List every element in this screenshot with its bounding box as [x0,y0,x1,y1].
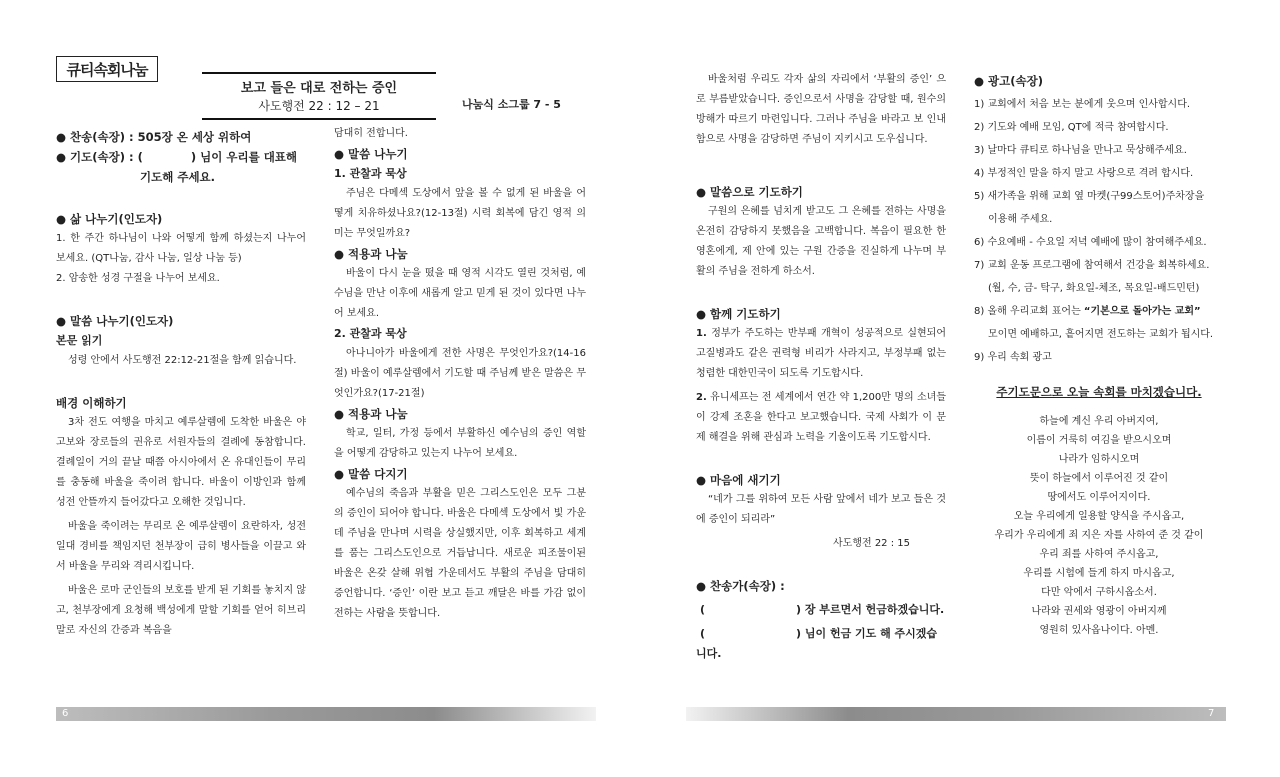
group-label: 나눔식 소그룹 7 - 5 [462,98,561,111]
item-number: 1. [696,328,707,339]
announcement-item: 2) 기도와 예배 모임, QT에 적극 참여합시다. [974,122,1169,133]
hymn-heading: ● 찬송가(속장) : [696,579,785,593]
pray-together-item-1 [696,324,946,384]
observation-paragraph-2: 아나니아가 바울에게 전한 사명은 무엇인가요?(14-16절) 바울이 예루살렘에서 기도할 때 주님께 받은 말씀은 무엇인가요?(17-21절) [334,348,586,399]
column-3 [696,70,946,664]
prayer-line: 우리 죄를 사하여 주시옵고, [1039,549,1159,560]
announcements-heading: ● 광고(속장) [974,74,1043,88]
prayer-with-word-heading: ● 말씀으로 기도하기 [696,185,803,199]
offering-line-1 [696,600,946,620]
life-sharing-heading: ● 삶 나누기(인도자) [56,212,163,226]
background-paragraph-1: 3차 전도 여행을 마치고 예루살렘에 도착한 바울은 야고보와 장로들의 권유로 서원자들의 결례에 동참합니다. 결례일이 거의 끝날 때쯤 아시아에서 온 유대인들이 무리를 충동해 바울을 죽이려 합니다. 바울이 이방인과 함께 성전 안뜰까지 들어갔다고 오해한 것입니다. [56,417,306,508]
title-box [202,72,436,120]
prayer-line: 나라와 권세와 영광이 아버지께 [1031,606,1167,617]
prayer-line: 영원히 있사옵나이다. 아멘. [1039,625,1159,636]
prayer-with-word-paragraph: 구원의 은혜를 넘치게 받고도 그 은혜를 전하는 사명을 온전히 감당하지 못했음을 고백합니다. 복음이 필요한 한 영혼에게, 제 안에 있는 구원 간증을 진실하게 나누며 부활의 주님을 전하게 하소서. [696,206,946,277]
pray-together-text-2: 유니세프는 전 세계에서 연간 약 1,200만 명의 소녀들이 강제 조혼을 한다고 보고했습니다. 국제 사회가 이 문제 해결을 위해 관심과 노력을 기울이도록 기도합시다. [696,392,946,443]
background-paragraph-2: 바울을 죽이려는 무리로 온 예루살렘이 요란하자, 성전 일대 경비를 책임지던 천부장이 급히 병사들을 이끌고 와서 바울을 무리와 격리시킵니다. [56,521,306,572]
prayer-line: 다만 악에서 구하시옵소서. [1041,587,1157,598]
pray-together-heading: ● 함께 기도하기 [696,307,781,321]
background-heading: 배경 이해하기 [56,396,127,410]
life-question-2: 2. 암송한 성경 구절을 나누어 보세요. [56,273,220,284]
prayer-line-1: ● 기도(속장) : ( ) 님이 우리를 대표해 [56,150,298,164]
observation-heading-1: 1. 관찰과 묵상 [334,167,407,180]
offering-line-2 [696,624,946,664]
offering-blank-open-1: ( [700,603,706,616]
prayer-line: 땅에서도 이루어지이다. [1047,492,1151,503]
pray-together-item-2 [696,388,946,448]
logo: 큐티속회나눔 [56,56,158,82]
prayer-line: 우리를 시험에 들게 하지 마시옵고, [1023,568,1175,579]
announcement-item-9: 9) 우리 속회 광고 [974,352,1052,363]
prayer-line: 이름이 거룩히 여김을 받으시오며 [1026,435,1172,446]
prayer-line: 우리가 우리에게 죄 지은 자를 사하여 준 것 같이 [994,530,1204,541]
footer-bar-left [56,707,596,721]
text-reading-heading: 본문 읽기 [56,334,103,347]
word-sharing-heading: ● 말씀 나누기(인도자) [56,314,174,328]
column-4 [974,70,1224,640]
prayer-line: 오늘 우리에게 일용할 양식을 주시옵고, [1013,511,1185,522]
lords-prayer [974,412,1224,640]
memory-verse: “네가 그를 위하여 모든 사람 앞에서 네가 보고 들은 것에 증인이 되리라” [696,494,946,525]
text-reading-body: 성령 안에서 사도행전 22:12-21절을 함께 읽습니다. [68,355,297,366]
offering-text-1: ) 장 부르면서 헌금하겠습니다. [796,603,945,616]
continuation-text: 담대히 전합니다. [334,128,408,139]
word-sharing-heading-2: ● 말씀 나누기 [334,147,408,161]
announcement-item: 6) 수요예배 - 수요일 저녁 예배에 많이 참여해주세요. [974,237,1207,248]
announcement-item: 1) 교회에서 처음 보는 분에게 웃으며 인사합시다. [974,99,1191,110]
application-heading-1: ● 적용과 나눔 [334,247,408,261]
memory-verse-reference: 사도행전 22 : 15 [833,538,910,549]
application-paragraph-1: 바울이 다시 눈을 떴을 때 영적 시각도 열린 것처럼, 예수님을 만난 이후에 새롭게 알고 믿게 된 것이 있다면 나누어 보세요. [334,268,586,319]
life-question-1: 1. 한 주간 하나님이 나와 어떻게 함께 하셨는지 나누어 보세요. (QT나눔, 감사 나눔, 일상 나눔 등) [56,233,306,264]
prayer-line: 뜻이 하늘에서 이루어진 것 같이 [1029,473,1169,484]
column-2 [334,124,586,624]
announcement-item: 5) 새가족을 위해 교회 옆 마켓(구99스토어)주차장을 [974,191,1205,202]
application-heading-2: ● 적용과 나눔 [334,407,408,421]
hymn-line: ● 찬송(속장) : 505장 온 세상 위하여 [56,130,252,144]
announcement-item-8-prefix: 8) 올해 우리교회 표어는 [974,306,1084,317]
word-consolidation-paragraph: 예수님의 죽음과 부활을 믿은 그리스도인은 모두 그분의 증인이 되어야 합니다. 바울은 다메섹 도상에서 빛 가운데 주님을 만나며 시력을 상실했지만, 이후 회복하고 세계를 품는 그리스도인으로 거듭납니다. 새로운 피조물이된 바울은 온갖 살해 위협 가운데서도 부활의 주님을 담대히 증언합니다. ‘증인’ 이란 보고 듣고 깨달은 바를 가감 없이 전하는 사람을 뜻합니다. [334,488,586,619]
footer-bar-right [686,707,1226,721]
announcement-item: 이용해 주세요. [988,214,1053,225]
column-3-intro: 바울처럼 우리도 각자 삶의 자리에서 ‘부활의 증인’ 으로 부름받았습니다. 증인으로서 사명을 감당할 때, 원수의 방해가 따르기 마련입니다. 그러나 주님을 바라고 보 인내함으로 사명을 감당하면 주님이 지키시고 도우십니다. [696,74,946,145]
column-1 [56,127,306,641]
announcement-item: (월, 수, 금- 탁구, 화요일-체조, 목요일-배드민턴) [988,283,1200,294]
memory-verse-heading: ● 마음에 새기기 [696,473,781,487]
observation-heading-2: 2. 관찰과 묵상 [334,327,407,340]
closing-heading: 주기도문으로 오늘 속회를 마치겠습니다. [996,385,1202,399]
scripture-reference: 사도행전 22 : 12 – 21 [258,99,380,113]
item-number: 2. [696,392,707,403]
word-consolidation-heading: ● 말씀 다지기 [334,467,408,481]
prayer-line: 나라가 임하시오며 [1058,454,1140,465]
page-number-right: 7 [1208,708,1215,719]
announcement-item-8 [974,300,1224,323]
announcement-item: 7) 교회 운동 프로그램에 참여해서 건강을 회복하세요. [974,260,1210,271]
church-motto: “기본으로 돌아가는 교회” [1083,306,1201,317]
offering-blank-open-2: ( [700,627,706,640]
prayer-line-2: 기도해 주세요. [140,170,216,184]
offering-text-2: ) 님이 헌금 기도 해 주시겠습니다. [696,627,938,660]
pray-together-text-1: 정부가 주도하는 반부패 개혁이 성공적으로 실현되어 고질병과도 같은 권력형 비리가 사라지고, 부정부패 없는 청렴한 대한민국이 되도록 기도합시다. [696,328,946,379]
page-title: 보고 들은 대로 전하는 증인 [240,81,398,96]
announcement-item-8-cont: 모이면 예배하고, 흩어지면 전도하는 교회가 됩시다. [988,329,1214,340]
prayer-line: 하늘에 계신 우리 아버지여, [1039,416,1159,427]
announcement-item: 3) 날마다 큐티로 하나님을 만나고 묵상해주세요. [974,145,1187,156]
background-paragraph-3: 바울은 로마 군인들의 보호를 받게 된 기회를 놓치지 않고, 천부장에게 요청해 백성에게 말할 기회를 얻어 히브리 말로 자신의 간증과 복음을 [56,585,306,636]
announcement-item: 4) 부정적인 말을 하지 말고 사랑으로 격려 합시다. [974,168,1194,179]
page-number-left: 6 [62,708,69,719]
observation-paragraph-1: 주님은 다메섹 도상에서 앞을 볼 수 없게 된 바울을 어떻게 치유하셨나요?(12-13절) 시력 회복에 담긴 영적 의미는 무엇일까요? [334,188,586,239]
application-paragraph-2: 학교, 일터, 가정 등에서 부활하신 예수님의 증인 역할을 어떻게 감당하고 있는지 나누어 보세요. [334,428,586,459]
